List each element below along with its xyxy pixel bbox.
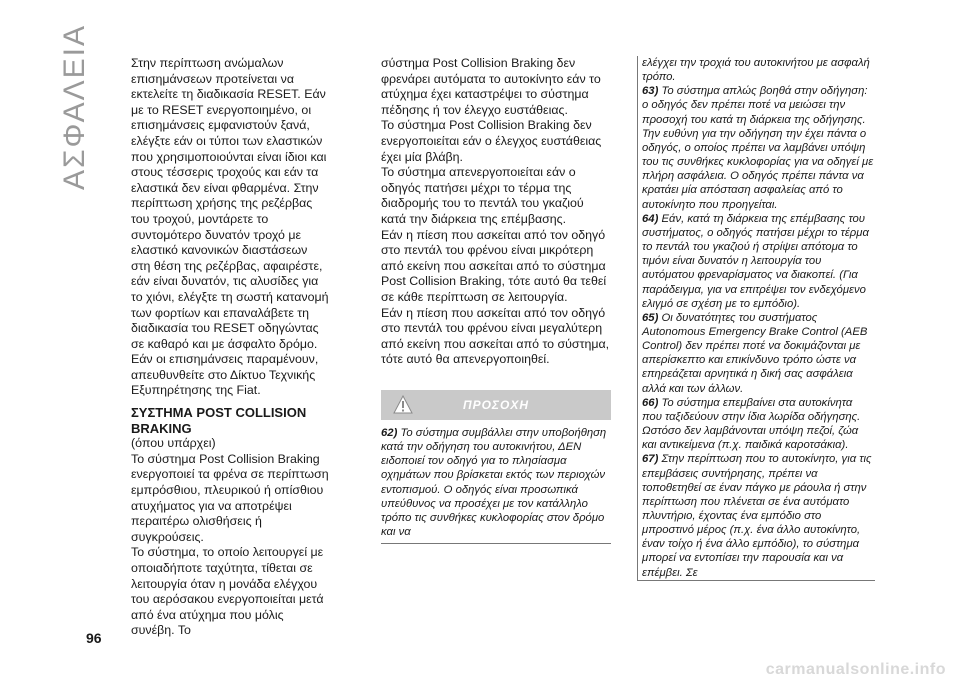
column-2: [381, 56, 611, 544]
col2-paragraph-4: Εάν η πίεση που ασκείται από τον οδηγό στο πεντάλ του φρένου είναι μικρότερη από εκείνη που ασκείται από το σύστημα Post Collision Braking, τότε αυτό θα τεθεί σε κάθε περίπτωση σε λειτουργία.: [381, 227, 607, 304]
note-67: [642, 452, 875, 579]
note-65-text: Οι δυνατότητες του συστήματος Autonomous Emergency Brake Control (AEB Control) δεν πρέπει ποτέ να δοκιμάζονται με απερίσκεπτο και επικίνδυνο τρόπο ώστε να επηρεάζεται αρνητικά η δική σας ασφάλεια αλλά και των άλλων.: [642, 311, 868, 395]
col1-paragraph-2: Το σύστημα Post Collision Braking ενεργοποιεί τα φρένα σε περίπτωση εμπρόσθιου, πλευρικού ή οπίσθιου ατυχήματος για να αποτρέψει περαιτέρω ολισθήσεις ή συγκρούσεις.: [131, 451, 329, 544]
warning-note-62: [381, 426, 611, 544]
note-62-continued: ελέγχει την τροχιά του αυτοκινήτου με ασφαλή τρόπο.: [642, 57, 870, 84]
note-63-number: 63): [642, 85, 659, 98]
note-67-text: Στην περίπτωση που το αυτοκίνητο, για τις επεμβάσεις συντήρησης, πρέπει να τοποθετηθεί σε έναν πάγκο με ράουλα ή στην περίπτωση που πλένεται σε ένα αυτόματο πλυντήριο, έχοντας ένα εμπόδιο στο μπροστινό μέρος (π.χ. ένα άλλο αυτοκίνητο, έναν τοίχο ή ένα άλλο εμπόδιο), το σύστημα μπορεί να εντοπίσει την παρουσία και να επέμβει. Σε: [642, 453, 872, 579]
note-62-text: Το σύστημα συμβάλλει στην υποβοήθηση κατά την οδήγηση του αυτοκινήτου, ΔΕΝ ειδοποιεί τον οδηγό για το πλησίασμα οχημάτων που βρίσκεται εκτός των περιοχών εντοπισμού. Ο οδηγός είναι προσωπικά υπεύθυνος να προσέχει με τον κατάλληλο τρόπο τις συνθήκες κυκλοφορίας στον δρόμο και να: [381, 426, 607, 538]
note-63-text: Το σύστημα απλώς βοηθά στην οδήγηση: ο οδηγός δεν πρέπει ποτέ να μειώσει την προσοχή του κατά τη διάρκεια της οδήγησης. Την ευθύνη για την οδήγηση την έχει πάντα ο οδηγός, ο οποίος πρέπει να λαμβάνει υπόψη του τις συνθήκες κυκλοφορίας για να οδηγεί με πλήρη ασφάλεια. Ο οδηγός πρέπει πάντα να κρατάει μία απόσταση ασφαλείας από το αυτοκίνητο που προηγείται.: [642, 85, 874, 211]
col2-paragraph-5: Εάν η πίεση που ασκείται από τον οδηγό στο πεντάλ του φρένου είναι μεγαλύτερη από εκείνη που ασκείται από το σύστημα, τότε αυτό θα απενεργοποιηθεί.: [381, 305, 610, 367]
post-collision-heading: ΣΥΣΤΗΜΑ POST COLLISION BRAKING: [131, 405, 307, 436]
note-67-number: 67): [642, 453, 659, 466]
note-62: [381, 426, 611, 539]
note-64-number: 64): [642, 212, 659, 225]
note-65: [642, 311, 875, 396]
note-62-number: 62): [381, 426, 398, 439]
note-63: [642, 84, 875, 211]
col2-paragraph-3: Το σύστημα απενεργοποιείται εάν ο οδηγός πατήσει μέχρι το τέρμα της διαδρομής του το πεντάλ του γκαζιού κατά την διάρκεια της επέμβασης.: [381, 165, 584, 226]
col2-paragraph-2: Το σύστημα Post Collision Braking δεν ενεργοποιείται εάν ο έλεγχος ευστάθειας έχει μία βλάβη.: [381, 118, 602, 164]
note-64: [642, 212, 875, 311]
col2-paragraph-1: σύστημα Post Collision Braking δεν φρενάρει αυτόματα το αυτοκίνητο εάν το ατύχημα έχει καταστρέψει το σύστημα πέδησης ή τον έλεγχο ευστάθειας.: [381, 56, 601, 117]
warning-triangle-icon: [393, 395, 413, 415]
section-title-text: ΑΣΦΑΛΕΙΑ: [58, 23, 91, 191]
note-66-text: Το σύστημα επεμβαίνει στα αυτοκίνητα που ταξιδεύουν στην ίδια λωρίδα οδήγησης. Ωστόσο δεν λαμβάνονται υπόψη πεζοί, ζώα και αντικείμενα (π.χ. παιδικά καροτσάκια).: [642, 396, 861, 452]
warning-header: [381, 390, 611, 420]
col1-paragraph-3: Το σύστημα, το οποίο λειτουργεί με οποιαδήποτε ταχύτητα, τίθεται σε λειτουργία όταν η μονάδα ελέγχου του αερόσακου ενεργοποιείται μετά από ένα ατύχημα που μόλις συνέβη. Το: [131, 545, 324, 638]
col1-paragraph-1: Στην περίπτωση ανώμαλων επισημάνσεων προτείνεται να εκτελείτε τη διαδικασία RESET. Εάν με το RESET ενεργοποιημένο, οι επισημάνσεις εμφανιστούν ξανά, ελέγξτε εάν οι τύποι των ελαστικών που χρησιμοποιούνται είναι ίδιοι και στους τέσσερις τροχούς και εάν τα ελαστικά δεν είναι φθαρμένα. Στην περίπτωση χρήσης της ρεζέρβας του τροχού, μοντάρετε το συντομότερο δυνατόν τροχό με ελαστικό κανονικών διαστάσεων στη θέση της ρεζέρβας, αφαιρέστε, εάν είναι δυνατόν, τις αλυσίδες για το χιόνι, ελέγξτε τη σωστή κατανομή των φορτίων και επαναλάβετε τη διαδικασία του RESET οδηγώντας σε καθαρό και με άσφαλτο δρόμο. Εάν οι επισημάνσεις παραμένουν, απευθυνθείτε στο Δίκτυο Τεχνικής Εξυπηρέτησης της Fiat.: [131, 56, 329, 398]
note-66: [642, 396, 875, 453]
note-65-number: 65): [642, 311, 659, 324]
column-1: [131, 56, 329, 639]
watermark: carmanualsonline.info: [765, 661, 946, 678]
section-title: [40, 23, 110, 191]
page-number: 96: [86, 630, 102, 646]
warning-notes-continued: [637, 56, 875, 581]
note-64-text: Εάν, κατά τη διάρκεια της επέμβασης του συστήματος, ο οδηγός πατήσει μέχρι το τέρμα το πεντάλ του γκαζιού ή στρίψει απότομα το τιμόνι είναι δυνατόν η λειτουργία του αυτόματου φρεναρίσματος να διακοπεί. (Για παράδειγμα, για να επιτρέψει τον ενδεχόμενο ελιγμό σε σχέση με το εμπόδιο).: [642, 212, 869, 310]
warning-label: ΠΡΟΣΟΧΗ: [462, 397, 530, 412]
note-66-number: 66): [642, 396, 659, 409]
column-3: [637, 56, 875, 581]
availability-note: (όπου υπάρχει): [131, 436, 216, 451]
